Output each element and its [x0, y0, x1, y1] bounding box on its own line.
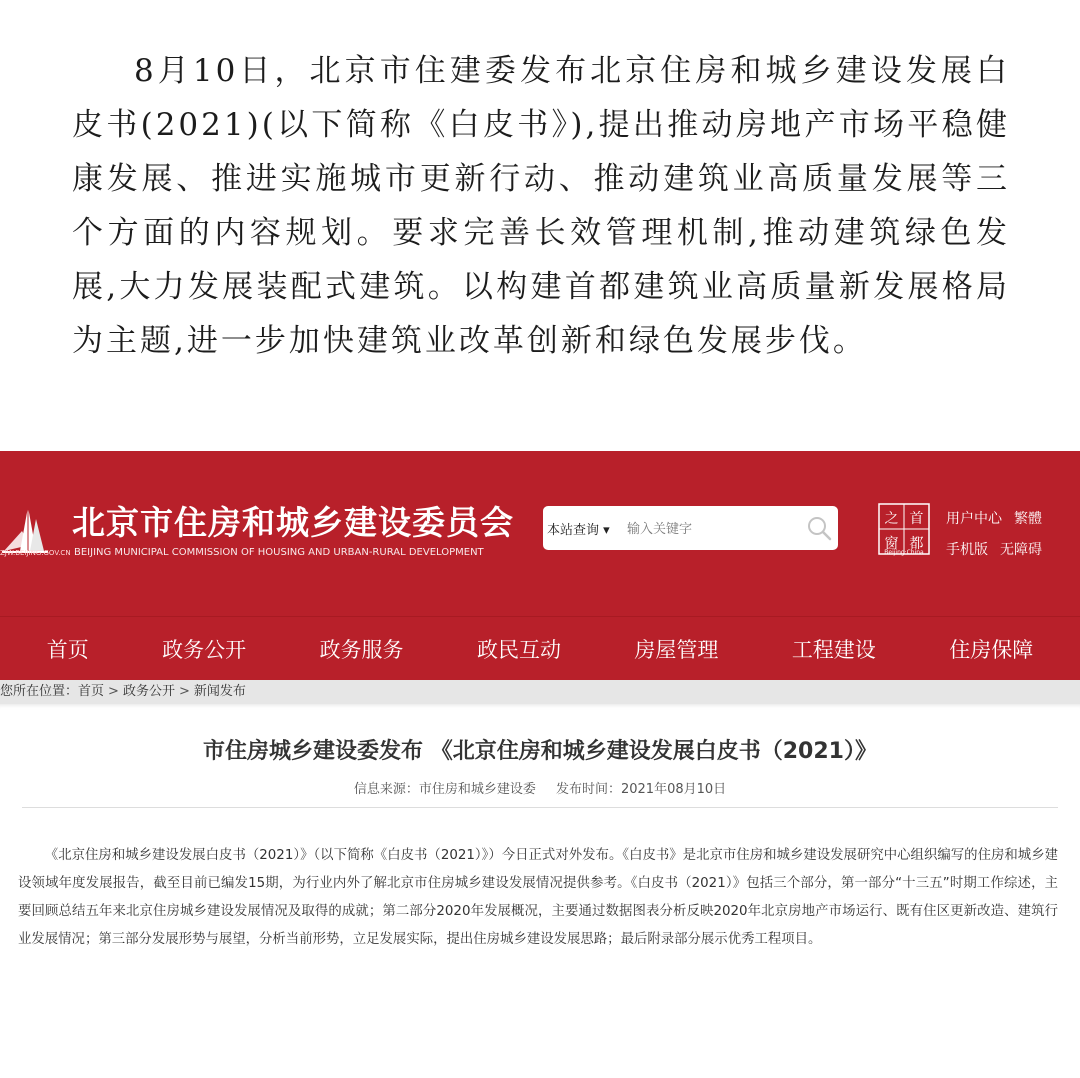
breadcrumb-separator: >: [178, 684, 190, 699]
search-scope-dropdown[interactable]: 本站查询 ▾: [547, 523, 610, 538]
capital-logo-caption: Beijing·China: [884, 549, 924, 556]
article-source: 信息来源：市住房和城乡建设委: [353, 782, 536, 797]
capital-logo-char: 都: [909, 536, 924, 552]
search-icon[interactable]: [805, 514, 833, 542]
search-box: [543, 506, 838, 550]
breadcrumb-item-home[interactable]: 首页: [78, 684, 105, 699]
site-title[interactable]: 北京市住房和城乡建设委员会: [72, 503, 514, 542]
main-nav: [0, 616, 1080, 680]
capital-logo-char: 窗: [884, 536, 899, 552]
nav-item-gov-affairs-open[interactable]: 政务公开: [162, 637, 247, 662]
capital-logo-char: 首: [909, 511, 924, 527]
article-date: 发布时间：2021年08月10日: [555, 782, 727, 797]
article-meta: [0, 778, 1080, 797]
search-input[interactable]: [625, 514, 809, 544]
accessibility-link[interactable]: 无障碍: [1000, 542, 1042, 558]
breadcrumb-item-gov-affairs-open[interactable]: 政务公开: [122, 684, 175, 699]
breadcrumb: [0, 680, 1080, 704]
breadcrumb-label: 您所在位置：: [0, 684, 79, 699]
article-container: [0, 704, 1080, 984]
nav-item-gov-services[interactable]: 政务服务: [319, 637, 404, 662]
divider: [22, 807, 1058, 808]
logo-domain-text: ZJW.BEIJING.GOV.CN: [0, 549, 71, 557]
capital-window-logo-icon[interactable]: [878, 503, 930, 555]
intro-paragraph: 8月10日，北京市住建委发布北京住房和城乡建设发展白皮书(2021)(以下简称《白皮书》),提出推动房地产市场平稳健康发展、推进实施城市更新行动、推动建筑业高质量发展等三个方面的内容规划。要求完善长效管理机制,推动建筑绿色发展,大力发展装配式建筑。以构建首都建筑业高质量新发展格局为主题,进一步加快建筑业改革创新和绿色发展步伐。: [72, 53, 1010, 359]
breadcrumb-item-news[interactable]: 新闻发布: [193, 684, 246, 699]
nav-item-housing-management[interactable]: 房屋管理: [634, 637, 719, 662]
website-screenshot: [0, 451, 1080, 984]
nav-item-home[interactable]: 首页: [46, 637, 89, 662]
traditional-chinese-link[interactable]: 繁體: [1014, 511, 1042, 527]
site-subtitle: BEIJING MUNICIPAL COMMISSION OF HOUSING AND URBAN-RURAL DEVELOPMENT: [74, 547, 484, 558]
site-header: [0, 451, 1080, 616]
article-title: 市住房城乡建设委发布 《北京住房和城乡建设发展白皮书（2021）》: [203, 739, 877, 764]
nav-item-interaction[interactable]: 政民互动: [476, 637, 561, 662]
article-body: 《北京住房和城乡建设发展白皮书（2021）》（以下简称《白皮书（2021）》）今日正式对外发布。《白皮书》是北京市住房和城乡建设发展研究中心组织编写的住房和城乡建设领域年度发展报告，截至目前已编发15期，为行业内外了解北京市住房城乡建设发展情况提供参考。《白皮书（2021）》包括三个部分，第一部分“十三五”时期工作综述，主要回顾总结五年来北京住房城乡建设发展情况及取得的成就；第二部分2020年发展概况，主要通过数据图表分析反映2020年北京房地产市场运行、既有住区更新改造、建筑行业发展情况；第三部分发展形势与展望，分析当前形势，立足发展实际，提出住房城乡建设发展思路；最后附录部分展示优秀工程项目。: [18, 848, 1058, 947]
nav-item-engineering[interactable]: 工程建设: [791, 637, 876, 662]
user-center-link[interactable]: 用户中心: [946, 511, 1002, 527]
capital-logo-char: 之: [884, 511, 899, 527]
mobile-version-link[interactable]: 手机版: [946, 542, 988, 558]
nav-item-housing-security[interactable]: 住房保障: [949, 637, 1034, 662]
breadcrumb-separator: >: [108, 684, 119, 699]
